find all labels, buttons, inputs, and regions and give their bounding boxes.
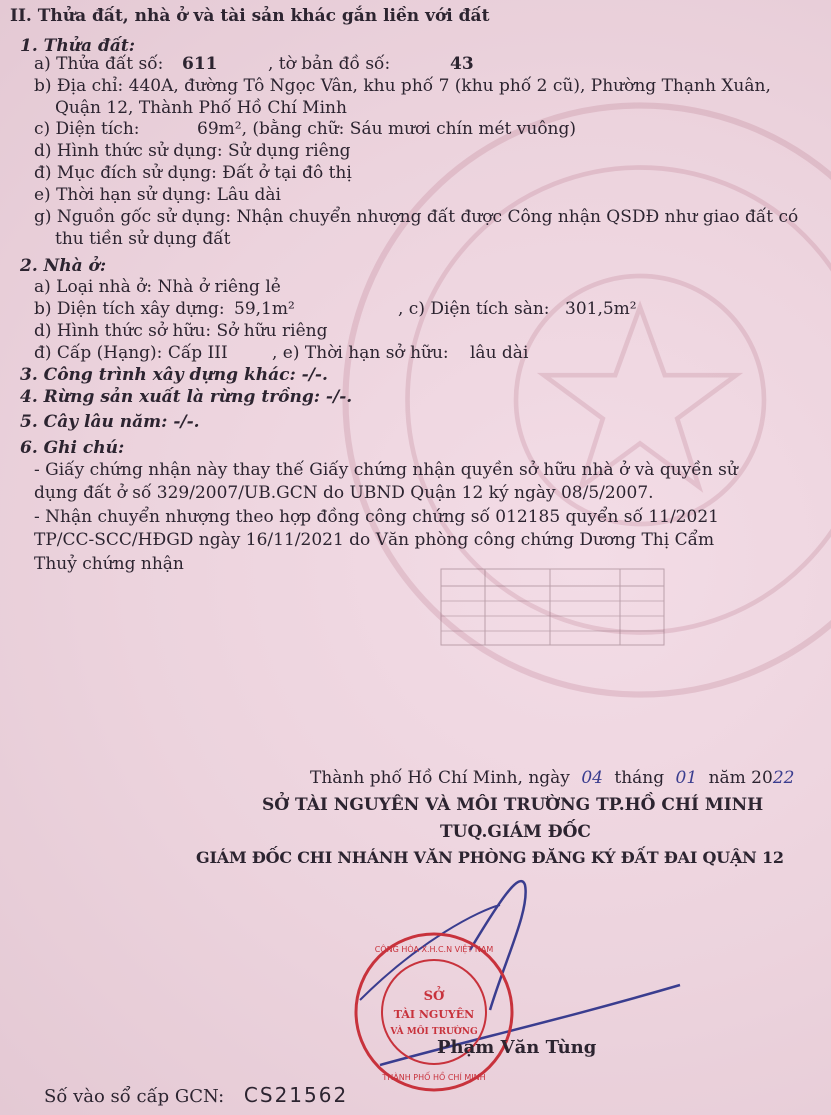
usage-form: d) Hình thức sử dụng: Sử dụng riêng [34,141,351,161]
notes-line-4: TP/CC-SCC/HĐGD ngày 16/11/2021 do Văn phòng công chứng Dương Thị Cẩm [34,530,715,550]
usage-purpose: đ) Mục đích sử dụng: Đất ở tại đô thị [34,163,352,183]
gcn-line [44,1085,348,1107]
built-area-label: b) Diện tích xây dựng: [34,299,225,319]
address-line-1: b) Địa chỉ: 440A, đường Tô Ngọc Vân, khu phố 7 (khu phố 2 cũ), Phường Thạnh Xuân, [34,76,771,96]
notes-line-2: dụng đất ở số 329/2007/UB.GCN do UBND Quận 12 ký ngày 08/5/2007. [34,483,654,503]
house-heading: 2. Nhà ở: [20,256,107,276]
forest: 4. Rừng sản xuất là rừng trồng: -/-. [20,387,353,407]
sign-month: 01 [675,768,698,788]
house-ownership: d) Hình thức sở hữu: Sở hữu riêng [34,321,328,341]
notes-line-5: Thuỷ chứng nhận [34,554,184,574]
floor-area-value: 301,5m² [565,299,637,319]
ownership-term-label: , e) Thời hạn sở hữu: [272,343,449,363]
notes-heading: 6. Ghi chú: [20,438,125,458]
svg-text:VÀ MÔI TRƯỜNG: VÀ MÔI TRƯỜNG [390,1027,478,1037]
map-number: 43 [450,54,474,74]
signer-name: Phạm Văn Tùng [437,1037,597,1058]
address-line-2: Quận 12, Thành Phố Hồ Chí Minh [55,98,347,118]
floor-area-label: , c) Diện tích sàn: [398,299,550,319]
year-label: năm 20 [708,768,773,788]
area-label: c) Diện tích: [34,119,140,139]
area-value: 69m², (bằng chữ: Sáu mươi chín mét vuông) [197,119,577,139]
agency-name: SỞ TÀI NGUYÊN VÀ MÔI TRƯỜNG TP.HỒ CHÍ MINH [262,795,764,815]
built-area-value: 59,1m² [234,299,295,319]
section-title: II. Thửa đất, nhà ở và tài sản khác gắn liền với đất [10,6,490,26]
on-behalf: TUQ.GIÁM ĐỐC [440,822,591,842]
perennial-trees: 5. Cây lâu năm: -/-. [20,412,200,432]
ownership-term-value: lâu dài [470,343,529,363]
sign-year: 22 [772,768,795,788]
land-heading: 1. Thửa đất: [20,36,135,56]
month-label: tháng [614,768,665,788]
parcel-label: a) Thửa đất số: [34,54,164,74]
gcn-number: CS21562 [243,1083,349,1107]
place-date-label: Thành phố Hồ Chí Minh, ngày [310,768,570,788]
notes-line-3: - Nhận chuyển nhượng theo hợp đồng công chứng số 012185 quyển số 11/2021 [34,507,719,527]
svg-text:SỞ: SỞ [423,989,445,1004]
notes-line-1: - Giấy chứng nhận này thay thế Giấy chứng nhận quyền sở hữu nhà ở và quyền sử [34,460,738,480]
map-label: , tờ bản đồ số: [268,54,391,74]
origin-line-2: thu tiền sử dụng đất [55,229,231,249]
svg-text:CỘNG HÒA X.H.C.N VIỆT NAM: CỘNG HÒA X.H.C.N VIỆT NAM [374,945,494,954]
parcel-number: 611 [182,54,218,74]
house-type: a) Loại nhà ở: Nhà ở riêng lẻ [34,277,281,297]
other-works: 3. Công trình xây dựng khác: -/-. [20,365,328,385]
signer-title: GIÁM ĐỐC CHI NHÁNH VĂN PHÒNG ĐĂNG KÝ ĐẤT ĐAI QUẬN 12 [196,848,784,867]
usage-term: e) Thời hạn sử dụng: Lâu dài [34,185,281,205]
house-grade: đ) Cấp (Hạng): Cấp III [34,343,228,363]
official-seal [352,930,516,1094]
origin-line-1: g) Nguồn gốc sử dụng: Nhận chuyển nhượng đất được Công nhận QSDĐ như giao đất có [34,207,799,227]
svg-text:TÀI NGUYÊN: TÀI NGUYÊN [393,1008,475,1021]
svg-text:THÀNH PHỐ HỒ CHÍ MINH: THÀNH PHỐ HỒ CHÍ MINH [382,1073,486,1082]
sign-day: 04 [581,768,603,788]
gcn-label: Số vào sổ cấp GCN: [44,1086,225,1107]
